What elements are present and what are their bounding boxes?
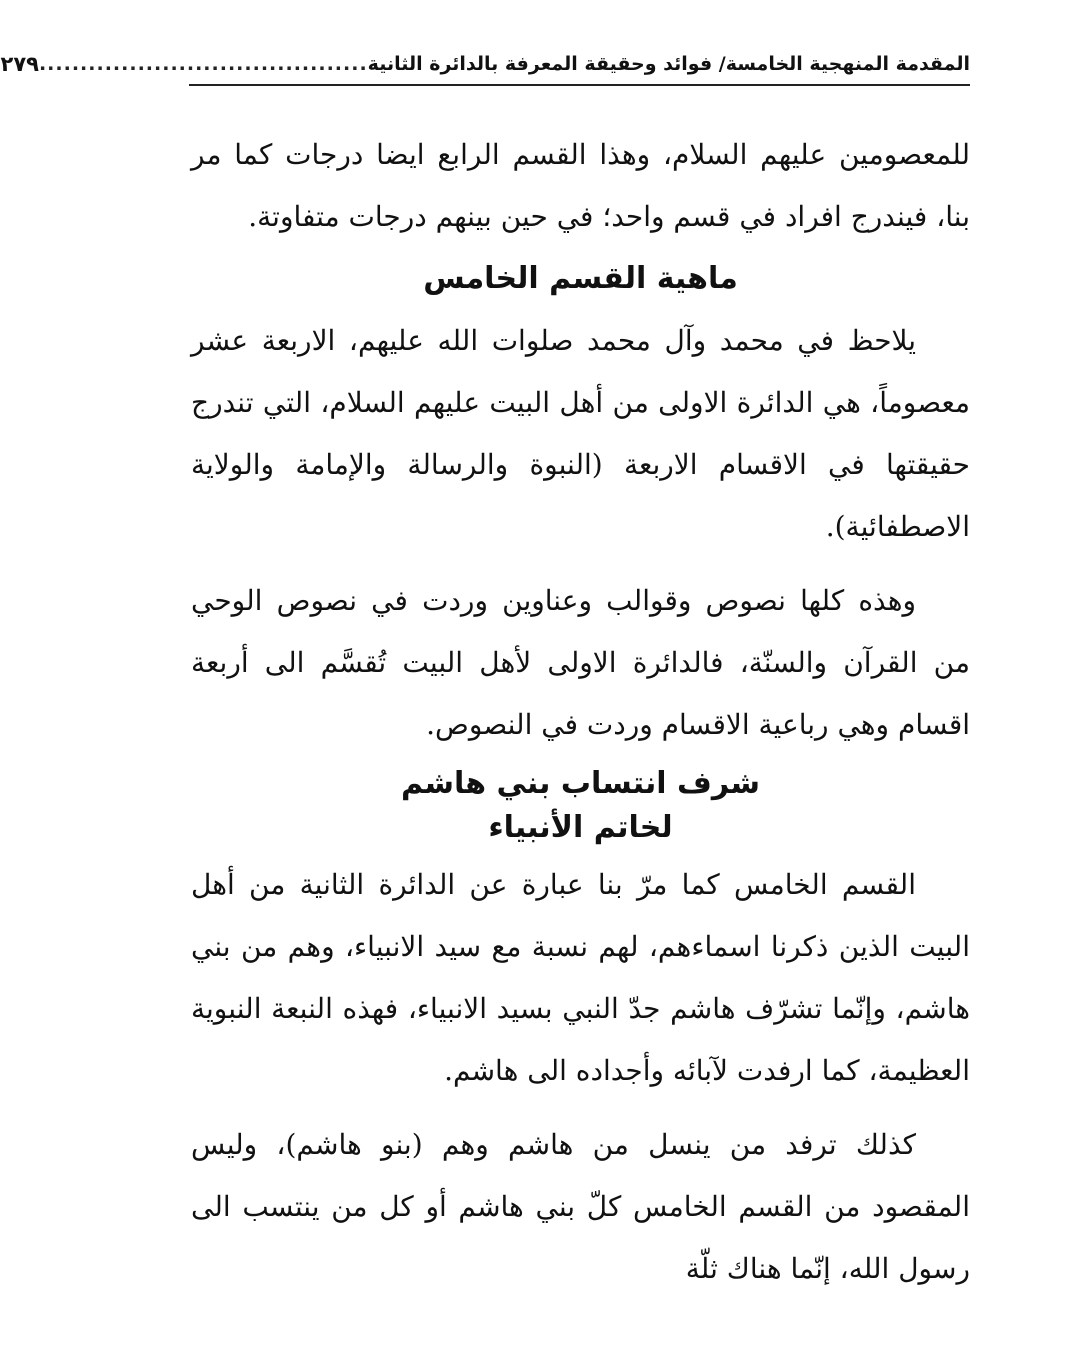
paragraph-1: للمعصومين عليهم السلام، وهذا القسم الرابع ايضا درجات كما مر بنا، فيندرج افراد في قسم واحد؛ في حين بينهم درجات متفاوتة. — [191, 138, 970, 233]
running-title: المقدمة المنهجية الخامسة/ فوائد وحقيقة المعرفة بالدائرة الثانية — [367, 53, 970, 75]
paragraph-4: القسم الخامس كما مرّ بنا عبارة عن الدائرة الثانية من أهل البيت الذين ذكرنا اسماءهم، لهم نسبة مع سيد الانبياء، وهم من بني هاشم، وإنّما تشرّف هاشم جدّ النبي بسيد الانبياء، فهذه النبعة النبوية العظيمة، كما ارفدت لآبائه وأجداده الى هاشم. — [191, 868, 970, 1087]
section-heading-2 — [191, 762, 970, 850]
page-number: ٢٧٩ — [0, 52, 39, 76]
running-header — [0, 44, 970, 86]
paragraph-2: يلاحظ في محمد وآل محمد صلوات الله عليهم، الاربعة عشر معصوماً، هي الدائرة الاولى من أهل البيت عليهم السلام، التي تندرج حقيقتها في الاقسام الاربعة (النبوة والرسالة والإمامة والولاية الاصطفائية). — [191, 324, 970, 543]
paragraph-3: وهذه كلها نصوص وقوالب وعناوين وردت في نصوص الوحي من القرآن والسنّة، فالدائرة الاولى لأهل البيت تُقسَّم الى أربعة اقسام وهي رباعية الاقسام وردت في النصوص. — [191, 584, 970, 741]
section-heading-1: ماهية القسم الخامس — [423, 261, 738, 296]
section-heading-2-line-2: لخاتم الأنبياء — [488, 810, 673, 845]
leader-dots: ........................................ — [38, 53, 368, 75]
section-heading-2-line-1: شرف انتساب بني هاشم — [400, 766, 761, 801]
paragraph-5: كذلك ترفد من ينسل من هاشم وهم (بنو هاشم)، وليس المقصود من القسم الخامس كلّ بني هاشم أو كل من ينتسب الى رسول الله، إنّما هناك ثلّة — [191, 1128, 970, 1285]
body-text — [191, 124, 970, 1300]
